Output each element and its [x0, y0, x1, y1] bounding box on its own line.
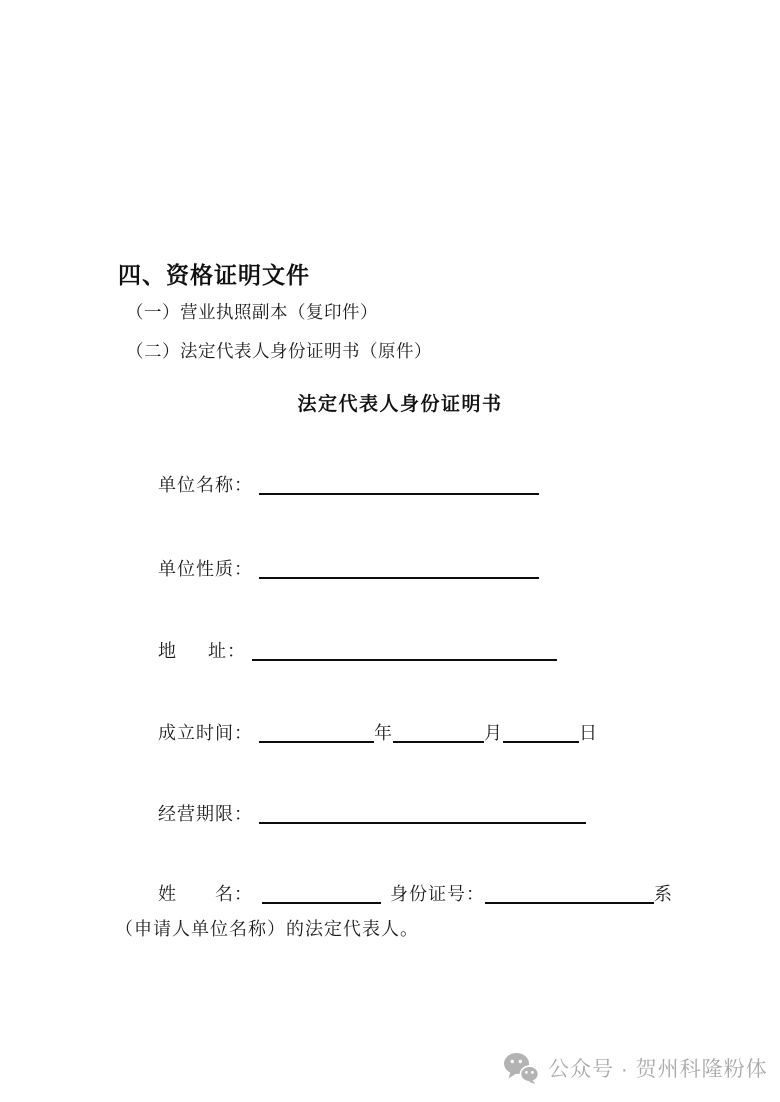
establish-date-label: 成立时间：: [158, 723, 253, 743]
field-row-unit-nature: [158, 555, 539, 581]
footer-watermark-text: 公众号 · 贺州科隆粉体: [548, 1058, 768, 1081]
unit-name-blank-line: [259, 477, 539, 495]
section-heading: 四、资格证明文件: [118, 263, 310, 288]
footer-watermark: [503, 1052, 768, 1084]
suffix-label: 系: [654, 884, 673, 904]
list-item-legal-rep-certificate: （二）法定代表人身份证明书（原件）: [126, 341, 432, 361]
address-label-char1: 地: [158, 641, 177, 661]
business-term-blank-line: [259, 806, 586, 824]
day-blank-line: [503, 725, 579, 743]
business-term-label: 经营期限：: [158, 804, 253, 824]
closing-line: （申请人单位名称）的法定代表人。: [115, 919, 419, 939]
address-label-char2: 址：: [208, 641, 246, 661]
year-blank-line: [259, 725, 374, 743]
unit-name-label: 单位名称：: [158, 475, 253, 495]
name-label: [158, 880, 253, 906]
list-item-business-license: （一）营业执照副本（复印件）: [126, 302, 378, 322]
unit-nature-blank-line: [259, 561, 539, 579]
unit-nature-label: 单位性质：: [158, 559, 253, 579]
wechat-icon: [503, 1052, 539, 1084]
certificate-title: 法定代表人身份证明书: [297, 394, 503, 415]
field-row-establish-date: [158, 719, 598, 745]
field-row-unit-name: [158, 471, 539, 497]
name-label-char2: 名：: [215, 884, 253, 904]
field-row-name-id: [158, 880, 673, 906]
name-label-char1: 姓: [158, 884, 177, 904]
month-blank-line: [393, 725, 484, 743]
field-row-business-term: [158, 800, 586, 826]
month-unit-label: 月: [484, 723, 503, 743]
address-label: [158, 637, 246, 663]
name-blank-line: [262, 886, 381, 904]
address-blank-line: [252, 643, 557, 661]
field-row-address: [158, 637, 557, 663]
year-unit-label: 年: [374, 723, 393, 743]
day-unit-label: 日: [579, 723, 598, 743]
id-number-label: 身份证号：: [390, 884, 485, 904]
id-number-blank-line: [485, 886, 654, 904]
